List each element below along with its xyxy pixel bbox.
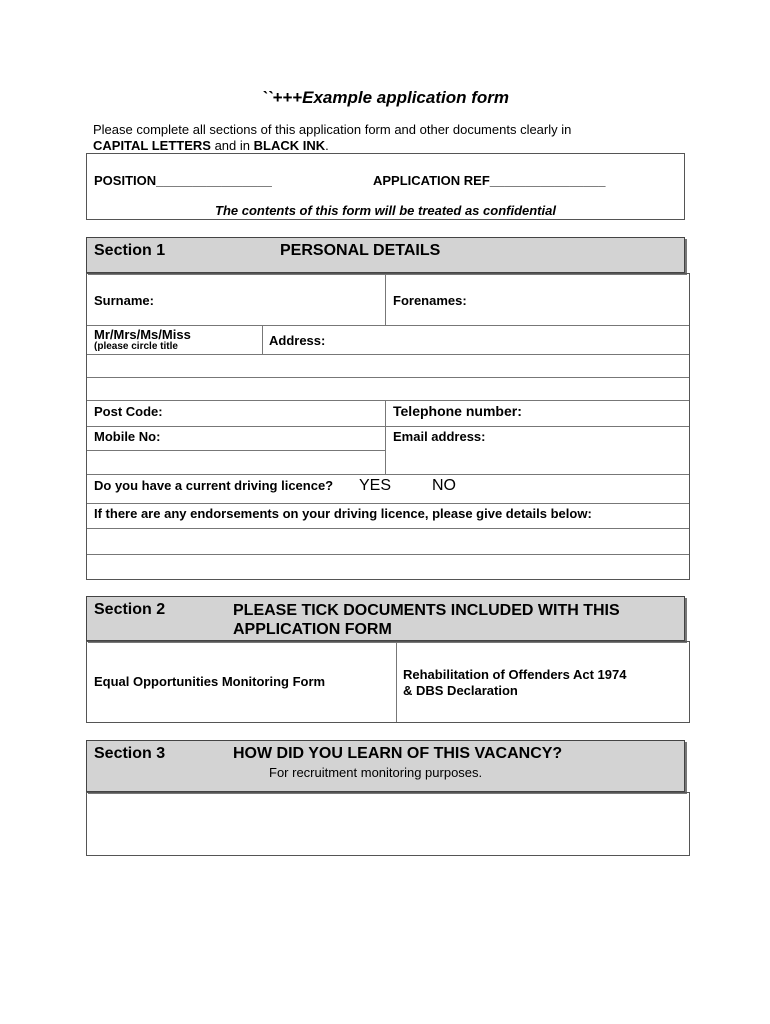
- surname-field[interactable]: Surname:: [94, 293, 154, 308]
- documents-grid: [86, 641, 690, 723]
- intro-capital-letters: CAPITAL LETTERS: [93, 138, 211, 153]
- intro-end: .: [325, 138, 329, 153]
- section-1-title: PERSONAL DETAILS: [280, 242, 441, 259]
- section-3-number: Section 3: [94, 745, 166, 762]
- postcode-field[interactable]: Post Code:: [94, 404, 163, 419]
- personal-details-grid: [86, 273, 690, 580]
- licence-no-option[interactable]: NO: [432, 477, 456, 494]
- rehabilitation-dbs-checkbox[interactable]: [403, 667, 626, 699]
- forenames-field[interactable]: Forenames:: [393, 293, 467, 308]
- driving-licence-label: Do you have a current driving licence?: [94, 478, 334, 493]
- section-2-title: [233, 601, 620, 639]
- vacancy-source-field[interactable]: [86, 792, 690, 856]
- intro-and: and in: [210, 138, 254, 153]
- position-field[interactable]: POSITION________________: [94, 173, 272, 188]
- section-2-number: Section 2: [94, 601, 166, 618]
- section-1-number: Section 1: [94, 242, 166, 259]
- section-3-header: [86, 740, 685, 792]
- intro-text: [93, 122, 693, 154]
- position-box: [86, 153, 685, 220]
- intro-line-1: Please complete all sections of this application form and other documents clearly in: [93, 122, 572, 137]
- driving-licence-question: [94, 478, 333, 493]
- telephone-field[interactable]: Telephone number:: [393, 403, 522, 419]
- confidential-note: The contents of this form will be treated as confidential: [215, 203, 556, 218]
- rehabilitation-line-1: Rehabilitation of Offenders Act 1974: [403, 667, 627, 682]
- intro-line-2: [93, 138, 693, 154]
- section-2-title-line-2: APPLICATION FORM: [233, 621, 392, 638]
- title-hint: (please circle title: [94, 341, 178, 352]
- intro-black-ink: BLACK INK: [253, 138, 326, 153]
- email-field[interactable]: Email address:: [393, 429, 486, 444]
- equal-opportunities-checkbox[interactable]: Equal Opportunities Monitoring Form: [94, 674, 326, 689]
- section-2-title-line-1: PLEASE TICK DOCUMENTS INCLUDED WITH THIS: [233, 602, 620, 619]
- title-field[interactable]: [94, 327, 191, 352]
- licence-yes-option[interactable]: YES: [359, 477, 392, 494]
- mobile-field[interactable]: Mobile No:: [94, 429, 161, 444]
- form-title: ``+++Example application form: [261, 88, 509, 107]
- rehabilitation-line-2: & DBS Declaration: [403, 683, 518, 698]
- title-label: Mr/Mrs/Ms/Miss: [94, 327, 191, 342]
- section-3-subtitle: For recruitment monitoring purposes.: [269, 765, 483, 780]
- endorsements-label: If there are any endorsements on your driving licence, please give details below:: [94, 506, 592, 521]
- section-2-header: [86, 596, 685, 641]
- section-1-header: [86, 237, 685, 273]
- address-field[interactable]: Address:: [269, 333, 326, 348]
- section-3-title: HOW DID YOU LEARN OF THIS VACANCY?: [233, 745, 563, 762]
- application-ref-field[interactable]: APPLICATION REF________________: [373, 173, 606, 188]
